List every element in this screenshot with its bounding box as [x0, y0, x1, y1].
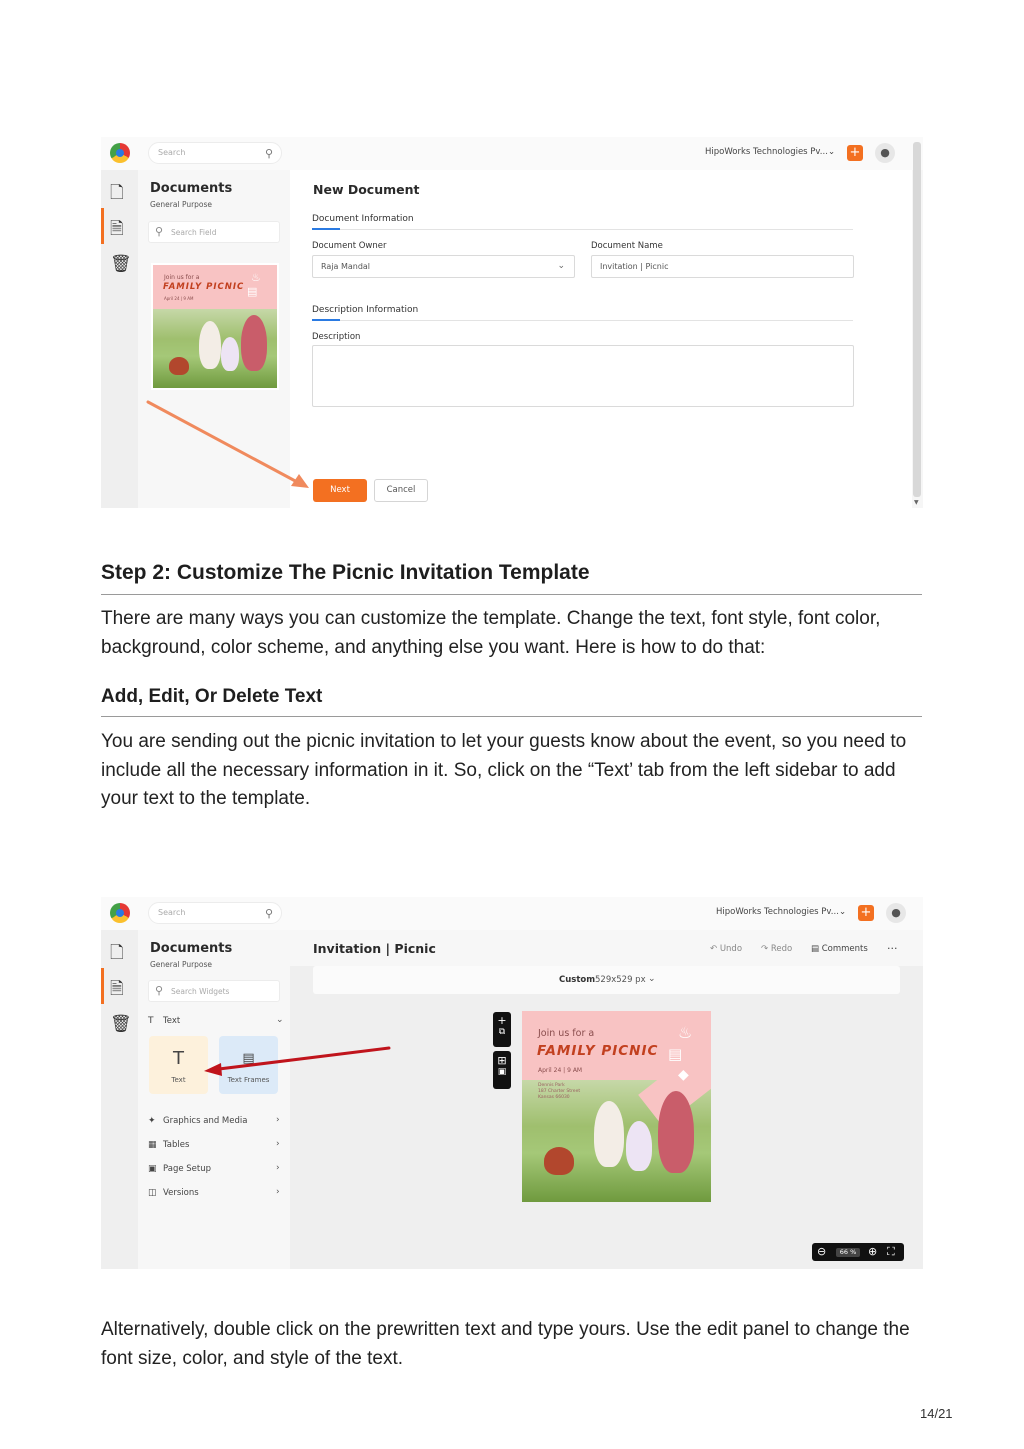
scroll-down-arrow-icon[interactable]: ▼ [914, 499, 919, 506]
chevron-down-icon[interactable]: ⌄ [828, 147, 836, 157]
screenshot-editor [101, 897, 923, 1269]
label-document-owner: Document Owner [312, 241, 387, 251]
picnic-basket-icon: ▤ [668, 1045, 683, 1063]
versions-icon: ◫ [148, 1188, 157, 1198]
trash-icon[interactable]: 🗑 [110, 1014, 132, 1034]
invite-title: FAMILY PICNIC [163, 282, 245, 292]
chevron-down-icon[interactable]: ⌄ [276, 1015, 284, 1025]
copy-icon[interactable]: ⧉ [498, 1027, 506, 1037]
document-icon[interactable]: 🗋 [110, 183, 124, 203]
fullscreen-icon[interactable]: ⛶ [887, 1245, 895, 1258]
zoom-in-icon[interactable]: ⊕ [868, 1245, 878, 1258]
file-list-icon[interactable]: 🗎 [110, 219, 124, 239]
annotation-arrow-red [101, 897, 923, 1269]
redo-icon: ↷ [761, 944, 771, 954]
grid-icon[interactable]: ⊞ [497, 1054, 507, 1067]
add-button[interactable]: + [847, 145, 863, 161]
zoom-out-icon[interactable]: ⊖ [817, 1245, 827, 1258]
user-avatar[interactable]: ● [886, 903, 906, 923]
search-placeholder: Search [158, 148, 186, 157]
chevron-right-icon[interactable]: › [276, 1187, 280, 1197]
search-placeholder: Search [158, 908, 186, 917]
panel-subtitle: General Purpose [150, 200, 213, 209]
add-button[interactable]: + [858, 905, 874, 921]
text-frame-icon: ▤ [242, 1051, 255, 1066]
frame-icon[interactable]: ▣ [497, 1067, 507, 1077]
table-icon: ▦ [148, 1140, 157, 1150]
menu-item-label: Tables [163, 1140, 190, 1150]
invite-date[interactable]: April 24 | 9 AM [538, 1067, 583, 1074]
text-widget-label: Text [171, 1076, 186, 1084]
document-icon[interactable]: 🗋 [110, 943, 124, 963]
invite-join-text: Join us for a [164, 274, 200, 281]
kite-icon: ◆ [678, 1067, 689, 1083]
chevron-down-icon: ⌄ [557, 261, 565, 271]
label-description: Description [312, 332, 361, 342]
search-icon[interactable]: ⚲ [264, 907, 273, 920]
heading-rule [101, 594, 922, 595]
label-document-name: Document Name [591, 241, 663, 251]
section-document-information: Document Information [312, 214, 414, 224]
alternative-paragraph: Alternatively, double click on the prewritten text and type yours. Use the edit panel to change the font size, color, and style of the text. [101, 1319, 910, 1369]
step2-heading: Step 2: Customize The Picnic Invitation Template [101, 561, 590, 584]
chevron-down-icon[interactable]: ⌄ [839, 907, 847, 917]
page-size-value: 529x529 px [595, 975, 646, 985]
widget-search-placeholder: Search Widgets [171, 987, 230, 996]
step2-paragraph: There are many ways you can customize the template. Change the text, font style, font color, background, color scheme, and anything else you want. Here is how to do that: [101, 608, 881, 658]
text-section-label: Text [163, 1016, 181, 1026]
zoom-level: 66 % [836, 1248, 860, 1257]
text-frames-widget-label: Text Frames [227, 1076, 270, 1084]
menu-item-label: Versions [163, 1188, 199, 1198]
invite-title[interactable]: FAMILY PICNIC [537, 1043, 659, 1059]
trash-icon[interactable]: 🗑 [110, 254, 132, 274]
heading-rule [101, 716, 922, 717]
document-title: Invitation | Picnic [313, 941, 436, 956]
invite-address-line: Kansas 66030 [538, 1095, 570, 1101]
file-list-icon[interactable]: 🗎 [110, 979, 124, 999]
invite-address-line: 187 Charter Street [538, 1089, 581, 1095]
picnic-basket-icon: ▤ [247, 285, 258, 298]
more-options-button[interactable]: ··· [887, 942, 898, 955]
text-icon: T [148, 1016, 154, 1026]
document-owner-value: Raja Mandal [321, 262, 371, 271]
screenshot-new-document [101, 137, 923, 508]
text-heading: Add, Edit, Or Delete Text [101, 686, 323, 707]
menu-item-label: Graphics and Media [163, 1116, 248, 1126]
invite-join-text[interactable]: Join us for a [538, 1028, 595, 1039]
invite-address-line: Dennis Park [538, 1083, 565, 1088]
page-title: New Document [313, 182, 420, 197]
comments-label: Comments [821, 944, 868, 954]
user-avatar[interactable]: ● [875, 143, 895, 163]
graphics-icon: ✦ [148, 1116, 156, 1126]
company-selector[interactable]: HipoWorks Technologies Pv... [705, 147, 828, 157]
invite-date: April 24 | 9 AM [164, 296, 194, 301]
panel-search-placeholder: Search Field [171, 228, 217, 237]
text-paragraph: You are sending out the picnic invitation to let your guests know about the event, so you need to include all the necessary information in it. So, click on the “Text’ tab from the left sidebar to add your text to the template. [101, 731, 907, 809]
panel-subtitle: General Purpose [150, 960, 213, 969]
chevron-right-icon[interactable]: › [276, 1139, 280, 1149]
undo-label: Undo [719, 944, 743, 954]
cancel-button[interactable]: Cancel [374, 479, 428, 502]
search-icon: ⚲ [155, 984, 164, 997]
search-icon[interactable]: ⚲ [264, 147, 273, 160]
search-icon: ⚲ [155, 225, 164, 238]
panel-title: Documents [150, 941, 233, 956]
annotation-arrow-orange [101, 137, 923, 508]
page-size-label: Custom [559, 975, 596, 985]
bbq-grill-icon: ♨ [251, 271, 261, 284]
page-number: 14/21 [920, 1406, 953, 1421]
chevron-right-icon[interactable]: › [276, 1115, 280, 1125]
chevron-down-icon: ⌄ [648, 974, 656, 984]
bbq-grill-icon: ♨ [678, 1023, 693, 1042]
menu-item-label: Page Setup [163, 1164, 212, 1174]
document-name-value: Invitation | Picnic [600, 262, 669, 271]
redo-label: Redo [770, 944, 793, 954]
page-setup-icon: ▣ [148, 1164, 157, 1174]
panel-title: Documents [150, 181, 233, 196]
section-description-information: Description Information [312, 305, 419, 315]
comment-icon: ▤ [811, 944, 822, 954]
undo-icon: ↶ [710, 944, 720, 954]
add-icon[interactable]: + [497, 1014, 507, 1027]
chevron-right-icon[interactable]: › [276, 1163, 280, 1173]
next-button[interactable]: Next [313, 479, 367, 502]
text-icon: T [173, 1048, 184, 1069]
company-selector[interactable]: HipoWorks Technologies Pv... [716, 907, 839, 917]
